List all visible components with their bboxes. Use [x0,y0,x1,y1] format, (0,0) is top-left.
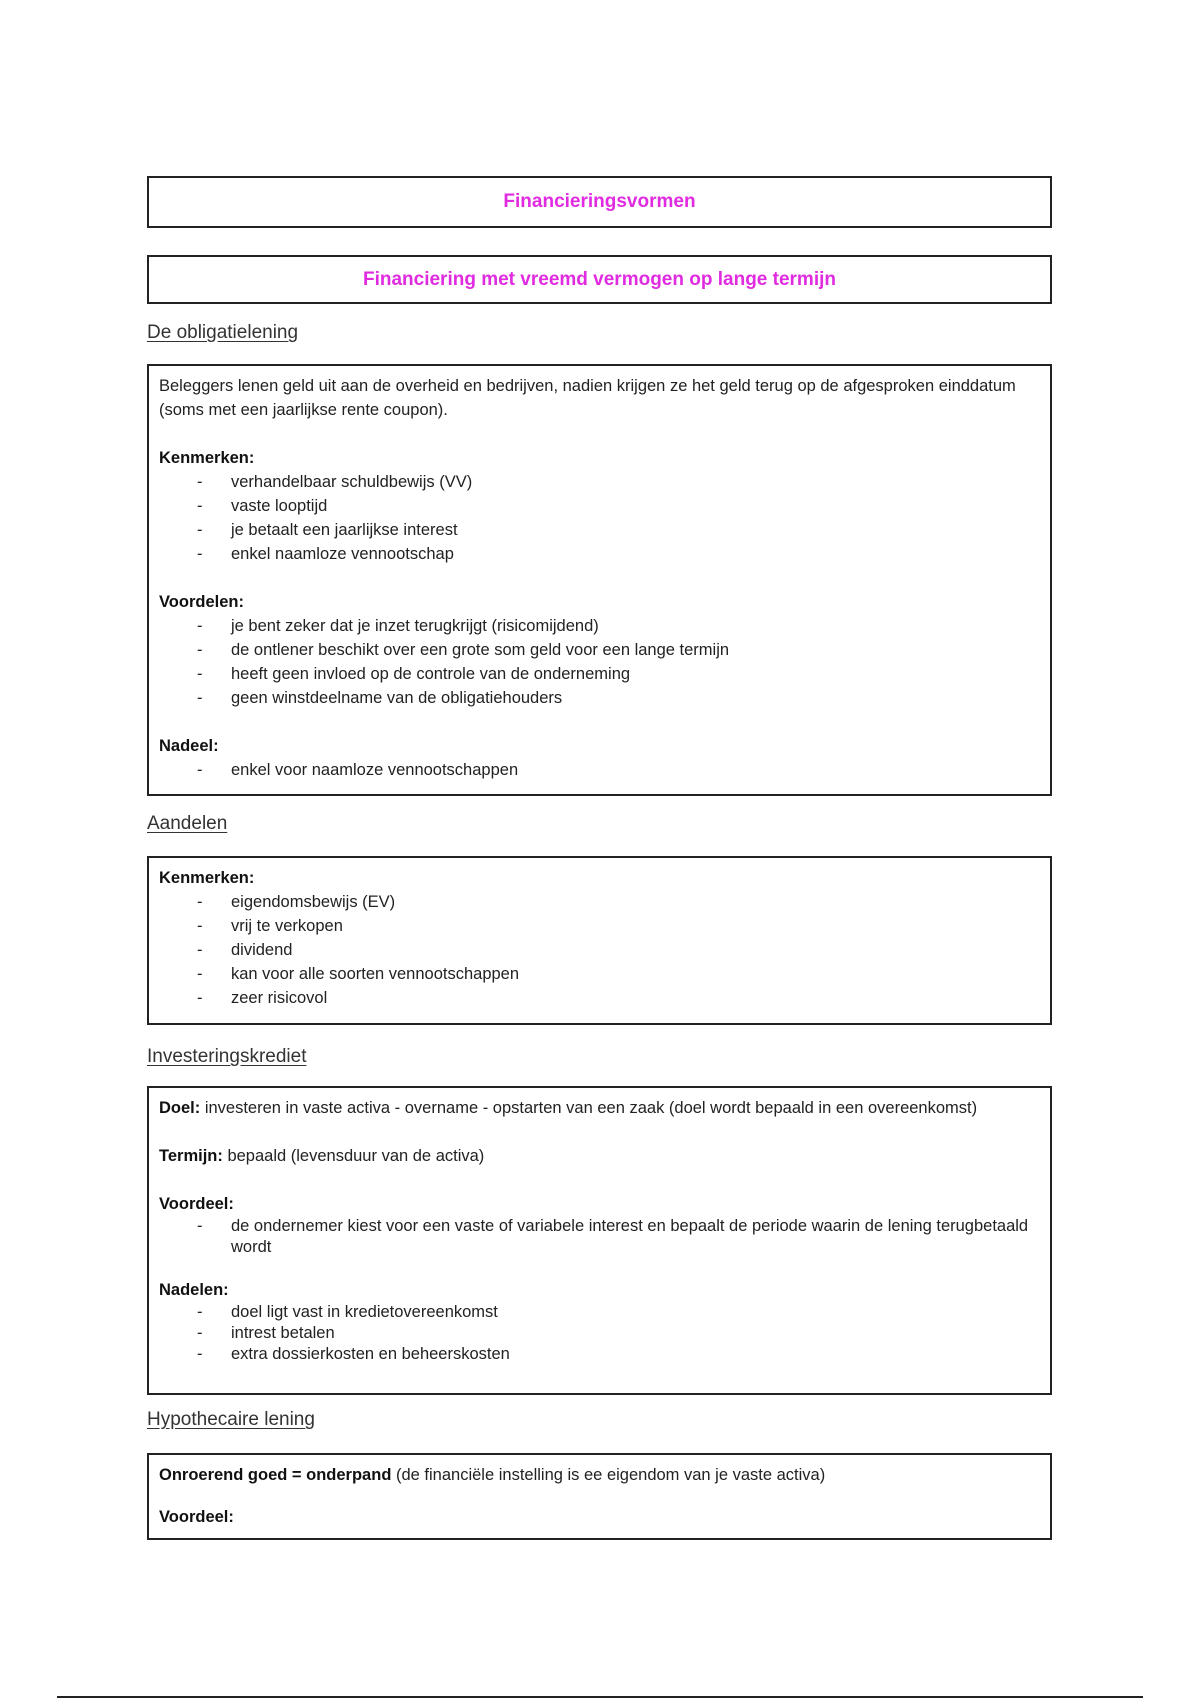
list-item: - verhandelbaar schuldbewijs (VV) [159,470,1040,494]
list-item: - geen winstdeelname van de obligatiehouders [159,686,1040,710]
list-item: - heeft geen invloed op de controle van de onderneming [159,662,1040,686]
list-item: - dividend [159,938,1040,962]
footer-divider [57,1696,1143,1698]
list-item: - de ontlener beschikt over een grote som geld voor een lange termijn [159,638,1040,662]
aandelen-kenmerken-label: Kenmerken: [159,869,255,887]
hypothecaire-lening-box [147,1453,1052,1540]
investering-nadelen-label: Nadelen: [159,1281,229,1299]
obligatielening-box [147,364,1052,796]
list-item: - doel ligt vast in kredietovereenkomst [159,1302,1040,1323]
list-item: - vrij te verkopen [159,914,1040,938]
document-title-box [147,176,1052,228]
hypotheek-onroerend [159,1463,1040,1487]
obligatie-kenmerken-list [159,470,1040,566]
document-subtitle-box [147,255,1052,304]
obligatie-intro: Beleggers lenen geld uit aan de overheid en bedrijven, nadien krijgen ze het geld terug op de afgesproken einddatum (soms met een jaarlijkse rente coupon). [159,377,1016,419]
investering-nadelen-list [159,1302,1040,1365]
obligatie-nadeel-label: Nadeel: [159,737,219,755]
list-item: - enkel naamloze vennootschap [159,542,1040,566]
hypotheek-onroerend-label: Onroerend goed = onderpand [159,1466,392,1484]
list-item: - vaste looptijd [159,494,1040,518]
investering-voordeel-list [159,1216,1040,1258]
investering-voordeel-label: Voordeel: [159,1195,234,1213]
heading-obligatielening: De obligatielening [147,322,299,343]
investering-doel-label: Doel: [159,1099,201,1117]
list-item: - eigendomsbewijs (EV) [159,890,1040,914]
list-item: - de ondernemer kiest voor een vaste of variabele interest en bepaalt de periode waarin de lening terugbetaald wordt [159,1216,1040,1258]
aandelen-kenmerken-list [159,890,1040,1010]
list-item: - extra dossierkosten en beheerskosten [159,1344,1040,1365]
investering-termijn-text: bepaald (levensduur van de activa) [222,1147,485,1165]
document-title: Financieringsvormen [503,191,696,212]
obligatie-voordelen-label: Voordelen: [159,593,244,611]
obligatie-nadeel-list [159,758,1040,782]
investering-doel [159,1096,1040,1120]
hypotheek-onroerend-text: (de financiële instelling is ee eigendom van je vaste activa) [391,1466,826,1484]
heading-aandelen: Aandelen [147,813,228,834]
list-item: - kan voor alle soorten vennootschappen [159,962,1040,986]
list-item: - je betaalt een jaarlijkse interest [159,518,1040,542]
aandelen-box [147,856,1052,1025]
investering-doel-text: investeren in vaste activa - overname - opstarten van een zaak (doel wordt bepaald in een overeenkomst) [200,1099,978,1117]
investering-termijn-label: Termijn: [159,1147,223,1165]
obligatie-voordelen-list [159,614,1040,710]
document-subtitle: Financiering met vreemd vermogen op lange termijn [362,268,836,290]
heading-investeringskrediet: Investeringskrediet [147,1046,307,1067]
list-item: - je bent zeker dat je inzet terugkrijgt (risicomijdend) [159,614,1040,638]
heading-hypothecaire-lening: Hypothecaire lening [147,1409,315,1430]
investeringskrediet-box [147,1086,1052,1395]
list-item: - enkel voor naamloze vennootschappen [159,758,1040,782]
investering-termijn [159,1144,1040,1168]
hypotheek-voordeel-label: Voordeel: [159,1508,234,1526]
list-item: - intrest betalen [159,1323,1040,1344]
obligatie-kenmerken-label: Kenmerken: [159,449,255,467]
list-item: - zeer risicovol [159,986,1040,1010]
